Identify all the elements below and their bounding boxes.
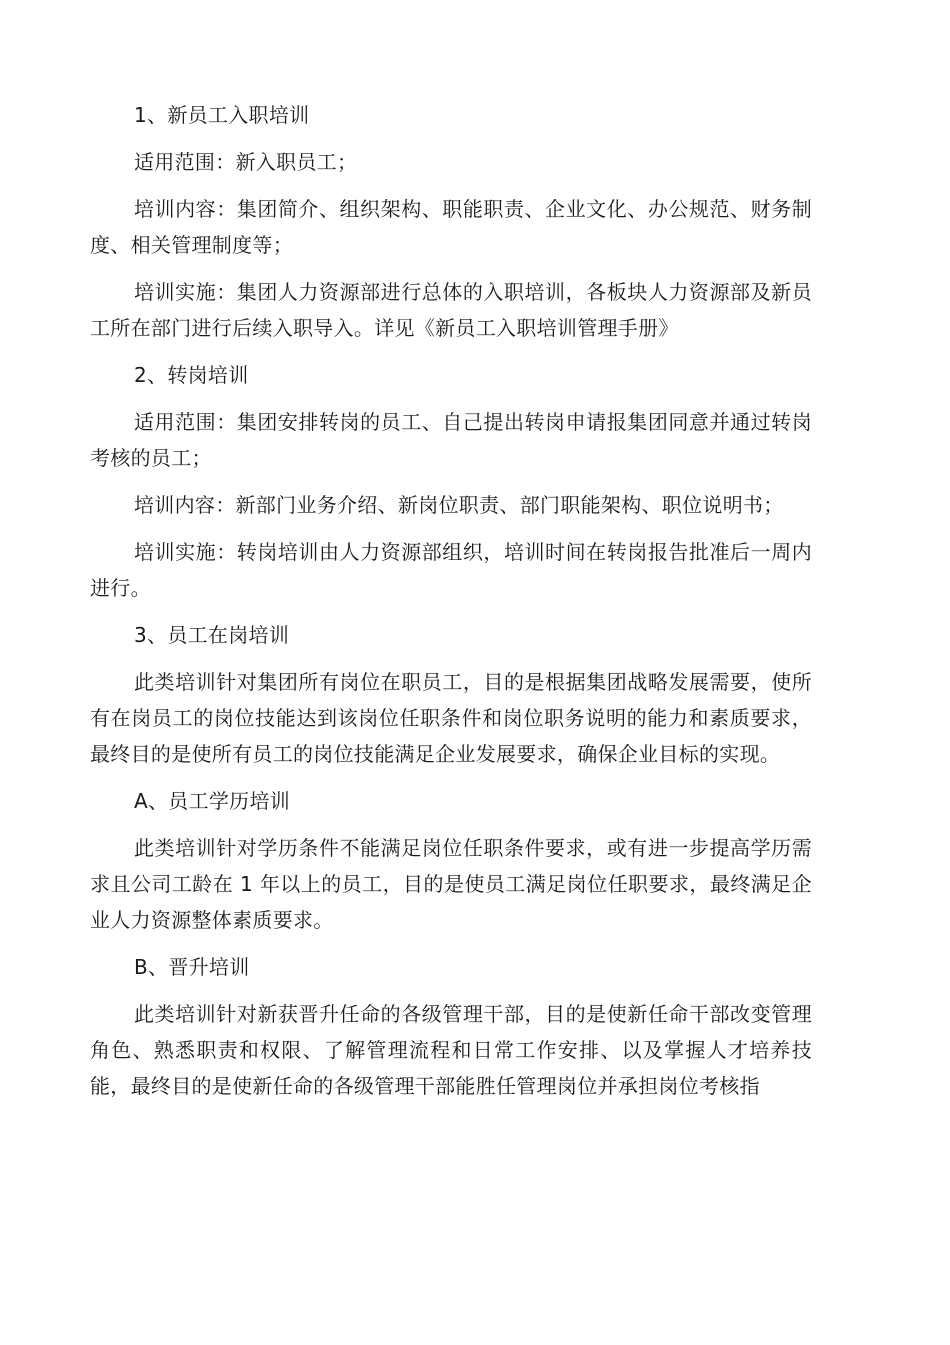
section-1-heading: 1、新员工入职培训	[134, 103, 310, 127]
document-page	[90, 97, 812, 1104]
section-3-body: 此类培训针对集团所有岗位在职员工，目的是根据集团战略发展需要，使所有在岗员工的岗位技能达到该岗位任职条件和岗位职务说明的能力和素质要求，最终目的是使所有员工的岗位技能满足企业发展要求，确保企业目标的实现。	[90, 670, 812, 766]
section-1-scope: 适用范围：新入职员工；	[134, 150, 358, 174]
section-2-heading: 2、转岗培训	[134, 363, 249, 387]
section-a-body: 此类培训针对学历条件不能满足岗位任职条件要求，或有进一步提高学历需求且公司工龄在 1 年以上的员工，目的是使员工满足岗位任职要求，最终满足企业人力资源整体素质要求。	[90, 836, 812, 932]
section-2-implementation: 培训实施：转岗培训由人力资源部组织，培训时间在转岗报告批准后一周内进行。	[90, 540, 812, 600]
section-1-implementation: 培训实施：集团人力资源部进行总体的入职培训，各板块人力资源部及新员工所在部门进行后续入职导入。详见《新员工入职培训管理手册》	[90, 280, 812, 340]
section-2-scope: 适用范围：集团安排转岗的员工、自己提出转岗申请报集团同意并通过转岗考核的员工；	[90, 410, 812, 470]
section-b-body: 此类培训针对新获晋升任命的各级管理干部，目的是使新任命干部改变管理角色、熟悉职责和权限、了解管理流程和日常工作安排、以及掌握人才培养技能，最终目的是使新任命的各级管理干部能胜任管理岗位并承担岗位考核指	[90, 1002, 812, 1098]
section-3-heading: 3、员工在岗培训	[134, 623, 290, 647]
section-b-heading: B、晋升培训	[134, 955, 250, 979]
section-1-content: 培训内容：集团简介、组织架构、职能职责、企业文化、办公规范、财务制度、相关管理制度等；	[90, 197, 812, 257]
section-2-content: 培训内容：新部门业务介绍、新岗位职责、部门职能架构、职位说明书；	[134, 493, 784, 517]
section-a-heading: A、员工学历培训	[134, 789, 291, 813]
